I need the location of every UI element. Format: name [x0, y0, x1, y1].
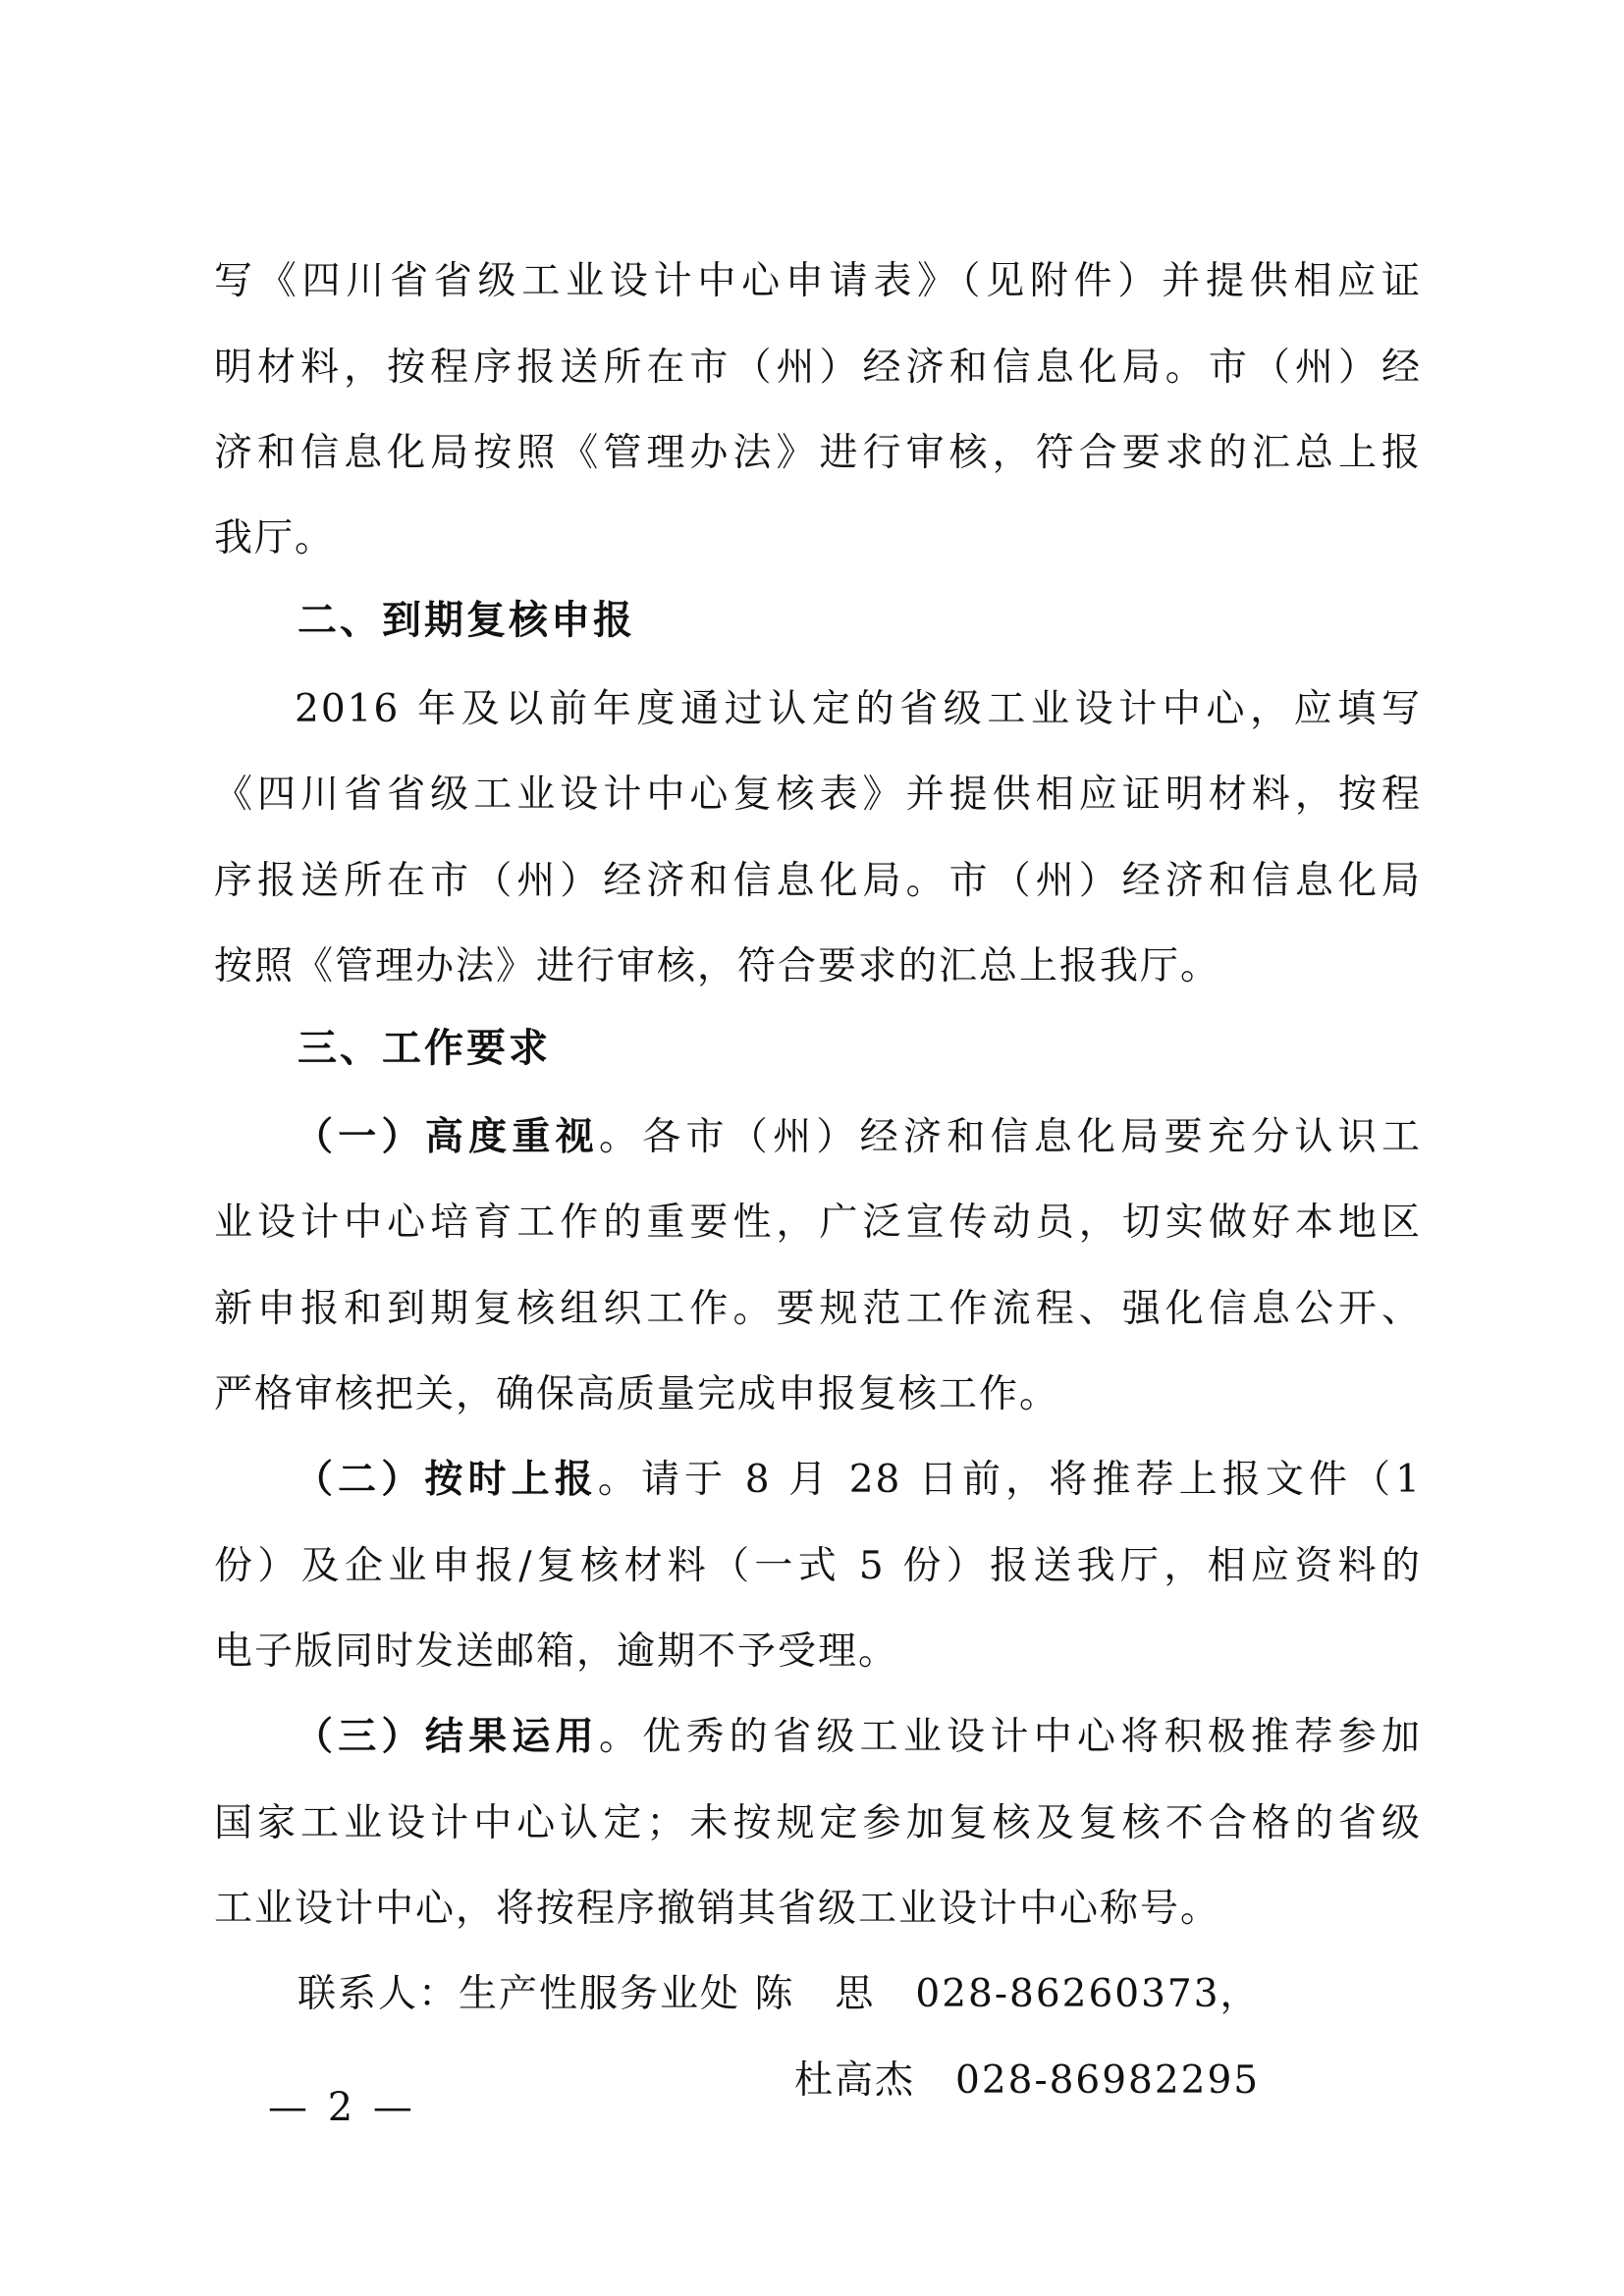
body-line: 济和信息化局按照《管理办法》进行审核，符合要求的汇总上报 — [214, 431, 1422, 475]
body-line: 国家工业设计中心认定；未按规定参加复核及复核不合格的省级 — [214, 1801, 1422, 1845]
item-first-line — [295, 1108, 1422, 1167]
contact-line: 联系人：生产性服务业处 陈 思 028-86260373， — [298, 1972, 1261, 2016]
body-line: 新申报和到期复核组织工作。要规范工作流程、强化信息公开、 — [214, 1287, 1422, 1331]
item-text: 。请于 8 月 28 日前，将推荐上报文件（1 — [597, 1458, 1422, 1502]
item-first-line — [295, 1451, 1422, 1510]
body-line: 2016 年及以前年度通过认定的省级工业设计中心，应填写 — [295, 687, 1422, 731]
page-number: — 2 — — [268, 2085, 416, 2130]
section-heading-requirements: 三、工作要求 — [298, 1026, 551, 1071]
item-text: 。优秀的省级工业设计中心将积极推荐参加 — [598, 1715, 1422, 1759]
item-label-results: （三）结果运用 — [295, 1715, 599, 1759]
body-line: 序报送所在市（州）经济和信息化局。市（州）经济和信息化局 — [214, 859, 1422, 903]
section-heading-renewal: 二、到期复核申报 — [298, 598, 635, 643]
item-label-importance: （一）高度重视 — [295, 1115, 599, 1159]
body-line: 业设计中心培育工作的重要性，广泛宣传动员，切实做好本地区 — [214, 1201, 1422, 1245]
body-line: 严格审核把关，确保高质量完成申报复核工作。 — [214, 1372, 1060, 1416]
contact-line: 杜高杰 028-86982295 — [794, 2058, 1261, 2103]
body-line: 《四川省省级工业设计中心复核表》并提供相应证明材料，按程 — [214, 773, 1422, 817]
body-line: 电子版同时发送邮箱，逾期不予受理。 — [214, 1629, 899, 1674]
body-line: 份）及企业申报/复核材料（一式 5 份）报送我厅，相应资料的 — [214, 1544, 1422, 1588]
item-label-deadline: （二）按时上报 — [295, 1458, 598, 1502]
item-text: 。各市（州）经济和信息化局要充分认识工 — [598, 1115, 1422, 1159]
item-first-line — [295, 1708, 1422, 1767]
body-line: 写《四川省省级工业设计中心申请表》（见附件）并提供相应证 — [214, 259, 1422, 303]
body-line: 按照《管理办法》进行审核，符合要求的汇总上报我厅。 — [214, 944, 1221, 988]
body-line: 明材料，按程序报送所在市（州）经济和信息化局。市（州）经 — [214, 346, 1422, 390]
body-line: 我厅。 — [214, 516, 336, 561]
body-line: 工业设计中心，将按程序撤销其省级工业设计中心称号。 — [214, 1887, 1221, 1931]
